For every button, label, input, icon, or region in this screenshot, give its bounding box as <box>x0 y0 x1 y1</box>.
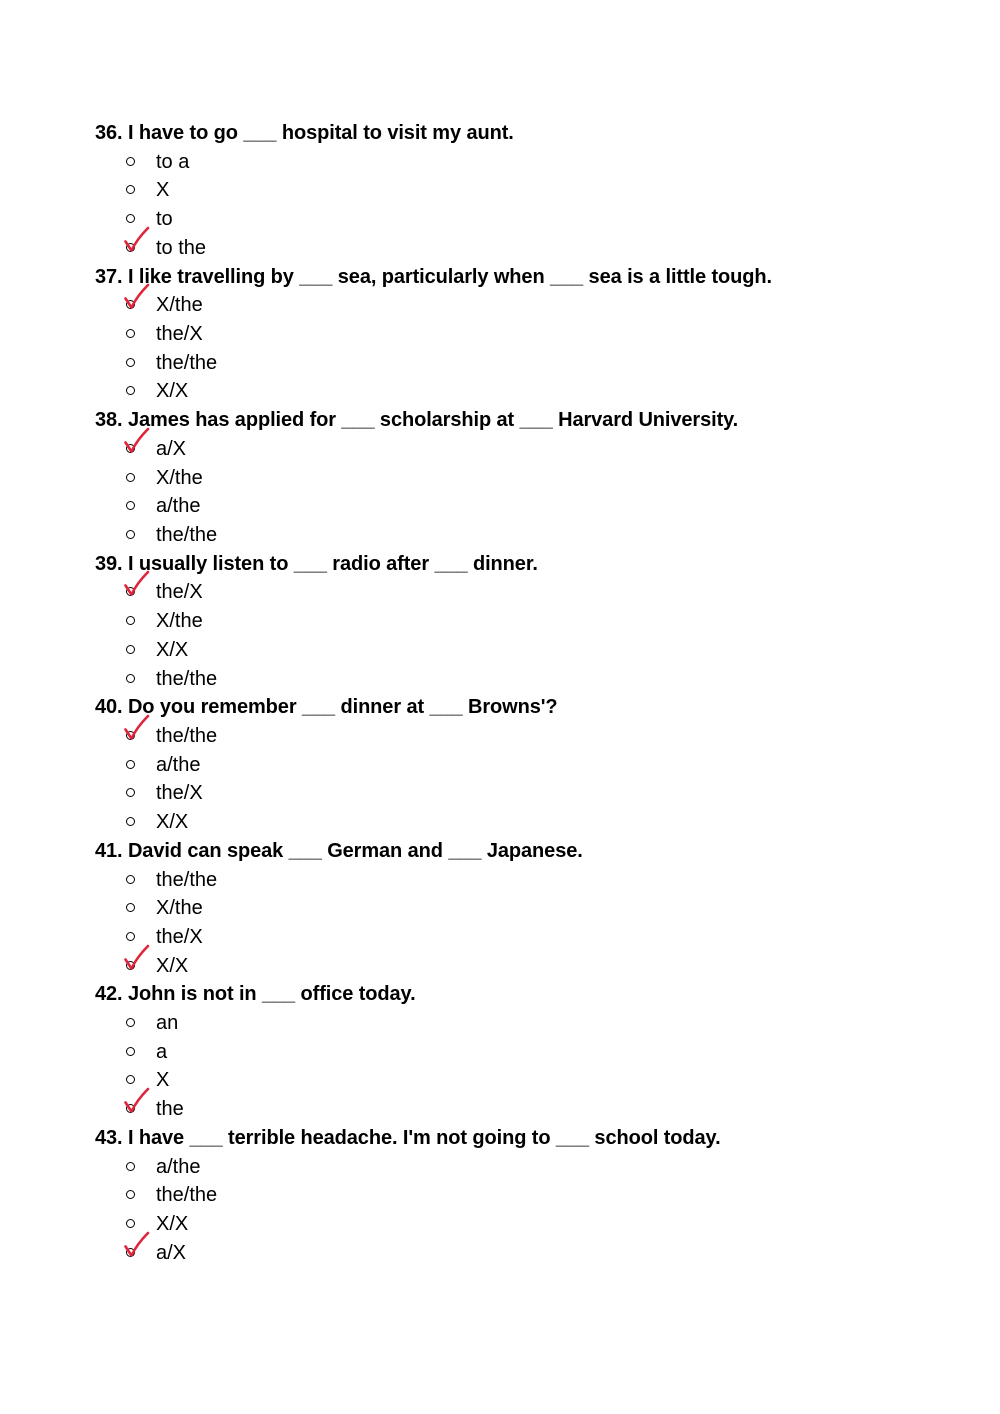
radio-circle-icon[interactable] <box>126 530 135 539</box>
answer-option[interactable] <box>95 521 955 550</box>
answer-option-label: the/the <box>156 667 218 690</box>
checkmark-icon <box>124 944 150 974</box>
question-item <box>95 119 955 263</box>
question-text: 39. I usually listen to ___ radio after ___ dinner. <box>95 552 538 575</box>
answer-option-label: the/X <box>156 782 203 805</box>
answer-option-label: X <box>156 179 170 202</box>
answer-option-label: the/X <box>156 581 203 604</box>
answer-option[interactable] <box>95 1066 955 1095</box>
answer-option[interactable] <box>95 1181 955 1210</box>
question-item <box>95 550 955 694</box>
answer-option-label: the/X <box>156 323 203 346</box>
answer-option[interactable] <box>95 923 955 952</box>
answer-option-label: X <box>156 1069 170 1092</box>
question-text: 38. James has applied for ___ scholarship at ___ Harvard University. <box>95 409 739 432</box>
answer-option[interactable] <box>95 492 955 521</box>
answer-option-label: X/the <box>156 294 203 317</box>
checkmark-stroke <box>126 1089 149 1112</box>
checkmark-icon <box>124 427 150 457</box>
answer-option-label: X/the <box>156 466 203 489</box>
answer-option-label: to a <box>156 150 190 173</box>
radio-circle-icon[interactable] <box>126 1219 135 1228</box>
checkmark-icon <box>124 714 150 744</box>
radio-circle-icon[interactable] <box>126 501 135 510</box>
answer-options <box>95 1153 955 1268</box>
answer-option-label: X/X <box>156 954 189 977</box>
radio-circle-icon[interactable] <box>126 358 135 367</box>
answer-option-label: a/X <box>156 437 187 460</box>
answer-option-label: the/the <box>156 724 218 747</box>
answer-option[interactable] <box>95 1038 955 1067</box>
answer-option-correct[interactable] <box>95 578 955 607</box>
radio-circle-icon[interactable] <box>126 817 135 826</box>
radio-circle-icon[interactable] <box>126 1162 135 1171</box>
answer-option[interactable] <box>95 607 955 636</box>
radio-circle-icon[interactable] <box>126 185 135 194</box>
answer-option-label: to the <box>156 236 207 259</box>
radio-circle-icon[interactable] <box>126 329 135 338</box>
answer-option-label: X/the <box>156 610 203 633</box>
checkmark-stroke <box>126 228 149 251</box>
checkmark-stroke <box>126 429 149 452</box>
radio-circle-icon[interactable] <box>126 473 135 482</box>
answer-option-correct[interactable] <box>95 1095 955 1124</box>
radio-circle-icon[interactable] <box>126 1075 135 1084</box>
answer-option-label: a/the <box>156 753 201 776</box>
question-text: 36. I have to go ___ hospital to visit my aunt. <box>95 122 514 144</box>
answer-option-label: the/the <box>156 868 218 891</box>
radio-circle-icon[interactable] <box>126 616 135 625</box>
answer-option[interactable] <box>95 148 955 177</box>
question-text: 43. I have ___ terrible headache. I'm not going to ___ school today. <box>95 1126 721 1149</box>
answer-option[interactable] <box>95 1153 955 1182</box>
question-item <box>95 1124 955 1268</box>
answer-option[interactable] <box>95 1009 955 1038</box>
answer-option-correct[interactable] <box>95 1239 955 1268</box>
answer-options <box>95 148 955 263</box>
checkmark-icon <box>124 283 150 313</box>
answer-option-label: an <box>156 1012 179 1035</box>
checkmark-stroke <box>126 572 149 595</box>
answer-option-label: the/the <box>156 523 218 546</box>
question-item <box>95 693 955 837</box>
answer-option[interactable] <box>95 205 955 234</box>
answer-option-correct[interactable] <box>95 234 955 263</box>
answer-option-label: the/the <box>156 351 218 374</box>
answer-option[interactable] <box>95 320 955 349</box>
radio-circle-icon[interactable] <box>126 157 135 166</box>
checkmark-icon <box>124 1087 150 1117</box>
radio-circle-icon[interactable] <box>126 788 135 797</box>
answer-option-correct[interactable] <box>95 952 955 981</box>
answer-option-label: the/the <box>156 1184 218 1207</box>
question-item <box>95 980 955 1124</box>
answer-option-label: to <box>156 208 173 231</box>
checkmark-icon <box>124 1231 150 1261</box>
radio-circle-icon[interactable] <box>126 214 135 223</box>
answer-option-label: a/X <box>156 1241 187 1264</box>
radio-circle-icon[interactable] <box>126 1047 135 1056</box>
answer-options <box>95 291 955 406</box>
question-text: 41. David can speak ___ German and ___ Japanese. <box>95 839 583 862</box>
radio-circle-icon[interactable] <box>126 1190 135 1199</box>
answer-option-label: X/X <box>156 1213 189 1235</box>
checkmark-icon <box>124 570 150 600</box>
answer-option-label: the/X <box>156 925 203 948</box>
checkmark-stroke <box>126 285 149 308</box>
answer-option-label: X/X <box>156 380 189 403</box>
question-item <box>95 837 955 981</box>
answer-option[interactable] <box>95 779 955 808</box>
question-item <box>95 406 955 550</box>
answer-option-label: the <box>156 1098 184 1121</box>
answer-option[interactable] <box>95 636 955 665</box>
question-text: 42. John is not in ___ office today. <box>95 983 416 1006</box>
answer-options <box>95 578 955 693</box>
radio-circle-icon[interactable] <box>126 645 135 654</box>
checkmark-stroke <box>126 716 149 739</box>
answer-option[interactable] <box>95 377 955 406</box>
answer-option[interactable] <box>95 808 955 837</box>
radio-circle-icon[interactable] <box>126 903 135 912</box>
radio-circle-icon[interactable] <box>126 760 135 769</box>
answer-option-correct[interactable] <box>95 722 955 751</box>
checkmark-stroke <box>126 946 149 969</box>
question-text: 37. I like travelling by ___ sea, particularly when ___ sea is a little tough. <box>95 265 772 288</box>
answer-options <box>95 435 955 550</box>
radio-circle-icon[interactable] <box>126 875 135 884</box>
checkmark-icon <box>124 226 150 256</box>
answer-options <box>95 1009 955 1124</box>
answer-option-label: a/the <box>156 1155 201 1178</box>
checkmark-stroke <box>126 1233 149 1256</box>
quiz-page <box>95 119 955 1267</box>
answer-option[interactable] <box>95 464 955 493</box>
answer-option-correct[interactable] <box>95 435 955 464</box>
answer-option[interactable] <box>95 665 955 694</box>
answer-options <box>95 866 955 981</box>
answer-option-correct[interactable] <box>95 291 955 320</box>
answer-option[interactable] <box>95 1210 955 1239</box>
answer-option-label: X/the <box>156 897 203 920</box>
radio-circle-icon[interactable] <box>126 674 135 683</box>
answer-options <box>95 722 955 837</box>
answer-option-label: a/the <box>156 495 201 518</box>
radio-circle-icon[interactable] <box>126 1018 135 1027</box>
answer-option[interactable] <box>95 751 955 780</box>
radio-circle-icon[interactable] <box>126 386 135 395</box>
answer-option-label: X/X <box>156 811 189 834</box>
answer-option[interactable] <box>95 176 955 205</box>
question-text: 40. Do you remember ___ dinner at ___ Browns'? <box>95 696 558 719</box>
answer-option[interactable] <box>95 349 955 378</box>
radio-circle-icon[interactable] <box>126 932 135 941</box>
answer-option[interactable] <box>95 894 955 923</box>
answer-option-label: a <box>156 1040 168 1063</box>
question-item <box>95 263 955 407</box>
answer-option-label: X/X <box>156 638 189 661</box>
question-list <box>95 119 955 1267</box>
answer-option[interactable] <box>95 866 955 895</box>
